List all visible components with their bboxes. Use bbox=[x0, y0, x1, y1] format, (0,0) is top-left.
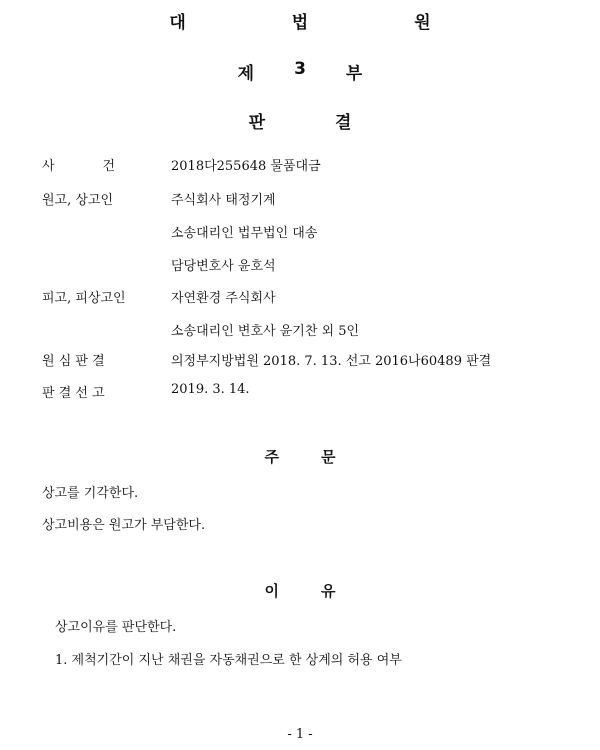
court-name-char: 원 bbox=[414, 13, 431, 33]
division-char: 3 bbox=[294, 59, 306, 79]
case-number-value: 2018다255648 물품대금 bbox=[171, 159, 321, 174]
reasons-title-char: 유 bbox=[321, 582, 336, 600]
original-judgment-label: 원 심 판 결 bbox=[42, 354, 105, 369]
reasons-intro: 상고이유를 판단한다. bbox=[55, 620, 177, 635]
order-line: 상고를 기각한다. bbox=[42, 486, 139, 501]
court-name-char: 대 bbox=[169, 13, 186, 33]
document-type-char: 판 bbox=[248, 113, 265, 133]
reasons-title-char: 이 bbox=[264, 582, 279, 600]
division-char: 부 bbox=[345, 64, 363, 84]
order-line: 상고비용은 원고가 부담한다. bbox=[42, 518, 206, 533]
case-label-char: 사 bbox=[42, 159, 55, 174]
plaintiff-label: 원고, 상고인 bbox=[42, 193, 114, 208]
reasons-heading-1: 1. 제척기간이 지난 채권을 자동채권으로 한 상계의 허용 여부 bbox=[55, 653, 402, 668]
case-number-label bbox=[42, 155, 115, 174]
order-title-char: 문 bbox=[321, 448, 336, 466]
judgment-date-value: 2019. 3. 14. bbox=[171, 382, 250, 397]
case-label-char: 건 bbox=[102, 159, 115, 174]
original-judgment-value: 의정부지방법원 2018. 7. 13. 선고 2016나60489 판결 bbox=[171, 354, 492, 369]
document-type-title bbox=[0, 108, 600, 133]
defendant-attorney: 소송대리인 변호사 윤기찬 외 5인 bbox=[171, 324, 360, 339]
judgment-date-label: 판 결 선 고 bbox=[42, 386, 105, 401]
division-name bbox=[0, 59, 600, 84]
reasons-section-title bbox=[0, 580, 600, 601]
division-char: 제 bbox=[237, 64, 255, 84]
court-name bbox=[0, 8, 600, 33]
plaintiff-name: 주식회사 태정기계 bbox=[171, 193, 276, 208]
page-number: - 1 - bbox=[287, 727, 313, 742]
defendant-label: 피고, 피상고인 bbox=[42, 291, 126, 306]
order-section-title bbox=[0, 446, 600, 467]
defendant-name: 자연환경 주식회사 bbox=[171, 291, 276, 306]
plaintiff-attorney-firm: 소송대리인 법무법인 대송 bbox=[171, 226, 318, 241]
order-title-char: 주 bbox=[264, 448, 279, 466]
plaintiff-attorney: 담당변호사 윤호석 bbox=[171, 259, 276, 274]
court-name-char: 법 bbox=[291, 13, 309, 33]
document-type-char: 결 bbox=[335, 113, 352, 133]
